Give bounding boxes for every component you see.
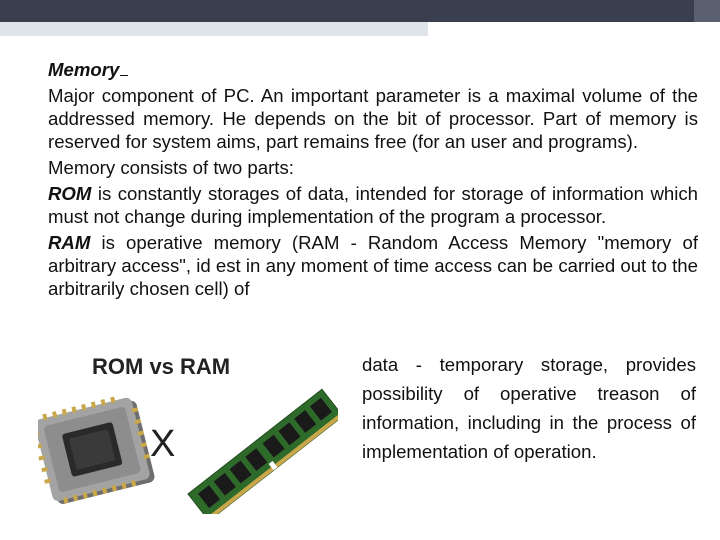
rom-vs-ram-illustration <box>38 344 338 514</box>
rom-chip-image <box>38 392 156 507</box>
header-band <box>0 22 428 36</box>
paragraph-rom <box>48 182 698 228</box>
header-bar-accent <box>694 0 720 22</box>
rom-vs-ram-figure <box>38 344 338 514</box>
rom-term: ROM <box>48 183 92 204</box>
slide-title: Memory <box>48 59 120 80</box>
header-bar <box>0 0 720 22</box>
ram-module-image <box>188 389 338 514</box>
ram-text-continued: data - temporary storage, provides possibility of operative treason of information, including in the process of implementation of operation. <box>362 354 696 462</box>
ram-text-continued-block <box>362 350 696 466</box>
paragraph-parts: Memory consists of two parts: <box>48 157 294 178</box>
figure-separator: X <box>150 423 176 465</box>
paragraph-memory: Major component of PC. An important parameter is a maximal volume of the addressed memory. He depends on the bit of processor. Part of memory is reserved for system aims, part remains free (for an user and programs). <box>48 85 698 152</box>
rom-text: is constantly storages of data, intended for storage of information which must not change during implementation of the program a processor. <box>48 183 698 227</box>
ram-text: is operative memory (RAM - Random Access Memory "memory of arbitrary access", id est in any moment of time access can be carried out to the arbitrarily chosen cell) of <box>48 232 698 299</box>
slide-title-line <box>48 58 698 81</box>
paragraph-ram <box>48 231 698 300</box>
title-underline <box>120 75 128 76</box>
figure-title: ROM vs RAM <box>92 354 231 379</box>
slide-body <box>48 58 698 303</box>
ram-term: RAM <box>48 232 91 253</box>
